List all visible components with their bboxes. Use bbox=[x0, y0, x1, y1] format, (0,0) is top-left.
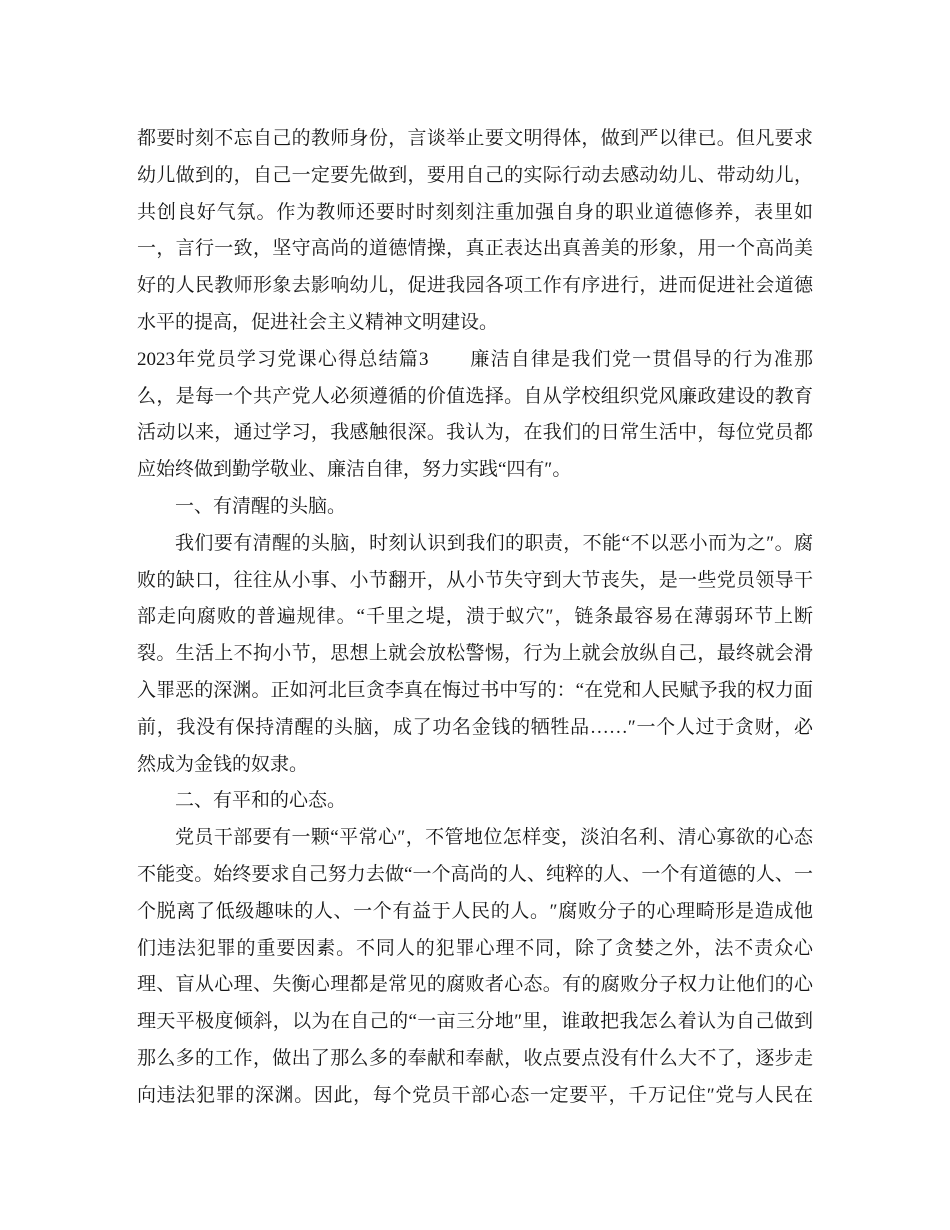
text-line: 们违法犯罪的重要因素。不同人的犯罪心理不同，除了贪婪之外，法不责众心 bbox=[137, 937, 813, 959]
text-line: 共创良好气氛。作为教师还要时时刻刻注重加强自身的职业道德修养，表里如 bbox=[137, 201, 813, 223]
document-body bbox=[137, 121, 813, 1115]
text-line: 裂。生活上不拘小节，思想上就会放松警惕，行为上就会放纵自己，最终就会滑 bbox=[137, 643, 813, 665]
text-line: 一、有清醒的头脑。 bbox=[175, 495, 347, 517]
text-line: 么，是每一个共产党人必须遵循的价值选择。自从学校组织党风廉政建设的教育 bbox=[137, 385, 813, 407]
text-line: 我们要有清醒的头脑，时刻认识到我们的职责，不能“不以恶小而为之″。腐 bbox=[175, 532, 813, 554]
text-line: 然成为金钱的奴隶。 bbox=[137, 753, 309, 775]
text-line: 部走向腐败的普遍规律。“千里之堤，溃于蚁穴″，链条最容易在薄弱环节上断 bbox=[137, 606, 813, 628]
text-line: 个脱离了低级趣味的人、一个有益于人民的人。″腐败分子的心理畸形是造成他 bbox=[137, 900, 813, 922]
text-line: 理天平极度倾斜，以为在自己的“一亩三分地″里，谁敢把我怎么着认为自己做到 bbox=[137, 1011, 813, 1033]
text-line: 二、有平和的心态。 bbox=[175, 790, 347, 812]
text-line: 败的缺口，往往从小事、小节翻开，从小节失守到大节丧失，是一些党员领导干 bbox=[137, 569, 813, 591]
text-line: 那么多的工作，做出了那么多的奉献和奉献，收点要点没有什么大不了，逐步走 bbox=[137, 1047, 813, 1069]
text-line: 都要时刻不忘自己的教师身份，言谈举止要文明得体，做到严以律已。但凡要求 bbox=[137, 128, 813, 149]
text-line: 活动以来，通过学习，我感触很深。我认为，在我们的日常生活中，每位党员都 bbox=[137, 422, 813, 444]
text-line: 前，我没有保持清醒的头脑，成了功名金钱的牺牲品……″一个人过于贪财，必 bbox=[137, 716, 813, 738]
text-line: 好的人民教师形象去影响幼儿，促进我园各项工作有序进行，进而促进社会道德 bbox=[137, 275, 813, 297]
text-line: 理、盲从心理、失衡心理都是常见的腐败者心态。有的腐败分子权力让他们的心 bbox=[137, 974, 813, 996]
text-line: 入罪恶的深渊。正如河北巨贪李真在悔过书中写的：“在党和人民赋予我的权力面 bbox=[137, 679, 813, 701]
text-line: 党员干部要有一颗“平常心″，不管地位怎样变，淡泊名利、清心寡欲的心态 bbox=[175, 827, 813, 849]
text-line: 水平的提高，促进社会主义精神文明建设。 bbox=[137, 311, 499, 333]
text-line: 一，言行一致，坚守高尚的道德情操，真正表达出真善美的形象，用一个高尚美 bbox=[137, 238, 813, 260]
text-line: 不能变。始终要求自己努力去做“一个高尚的人、纯粹的人、一个有道德的人、一 bbox=[137, 863, 813, 885]
text-line: 2023年党员学习党课心得总结篇3 廉洁自律是我们党一贯倡导的行为准那 bbox=[137, 348, 813, 370]
text-line: 应始终做到勤学敬业、廉洁自律，努力实践“四有″。 bbox=[137, 459, 572, 481]
text-line: 幼儿做到的，自己一定要先做到，要用自己的实际行动去感动幼儿、带动幼儿， bbox=[137, 164, 813, 186]
text-line: 向违法犯罪的深渊。因此，每个党员干部心态一定要平，千万记住″党与人民在 bbox=[137, 1084, 813, 1106]
